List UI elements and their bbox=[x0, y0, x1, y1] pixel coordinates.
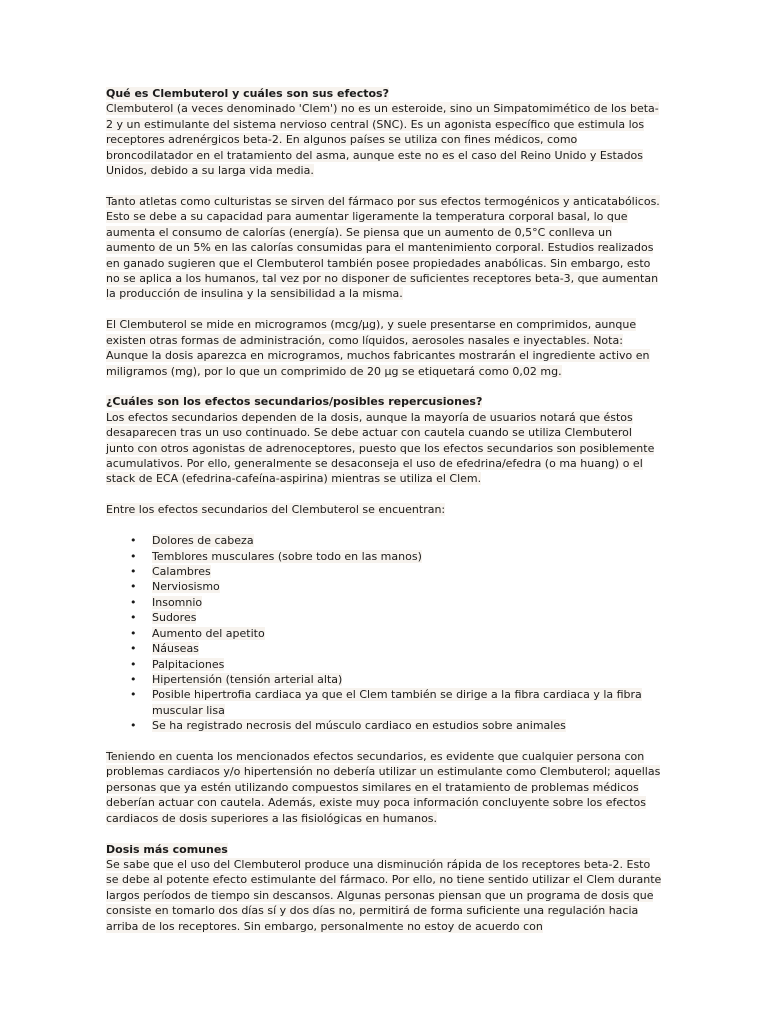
section-heading-what-is-clenbuterol: Qué es Clembuterol y cuáles son sus efectos? bbox=[106, 87, 389, 100]
bullet-icon: • bbox=[130, 672, 137, 686]
list-item: • Posible hipertrofia cardiaca ya que el Clem también se dirige a la fibra cardiaca y la fibra muscular lisa bbox=[130, 688, 642, 717]
bullet-icon: • bbox=[130, 719, 137, 733]
list-item: • Aumento del apetito bbox=[130, 626, 265, 640]
list-item: • Insomnio bbox=[130, 595, 203, 609]
paragraph-common-doses: Se sabe que el uso del Clembuterol produce una disminución rápida de los receptores beta-2. Esto se debe al potente efecto estimulante del fármaco. Por ello, no tiene sentido utilizar el Clem durante largos períodos de tiempo sin descansos. Algunas personas piensan que un programa de dosis que consiste en tomarlo dos días sí y dos días no, permitirá de forma suficiente una regulación hacia arriba de los receptores. Sin embargo, personalmente no estoy de acuerdo con bbox=[106, 857, 662, 933]
paragraph-list-intro: Entre los efectos secundarios del Clembuterol se encuentran: bbox=[106, 503, 446, 517]
bullet-icon: • bbox=[130, 595, 137, 609]
bullet-icon: • bbox=[130, 549, 137, 563]
list-item: • Sudores bbox=[130, 611, 197, 625]
list-item: • Se ha registrado necrosis del músculo cardiaco en estudios sobre animales bbox=[130, 719, 566, 733]
side-effects-list bbox=[106, 533, 662, 733]
bullet-icon: • bbox=[130, 611, 137, 625]
list-item: • Náuseas bbox=[130, 642, 199, 656]
list-item: • Nerviosismo bbox=[130, 580, 220, 594]
bullet-icon: • bbox=[130, 688, 137, 702]
bullet-icon: • bbox=[130, 626, 137, 640]
bullet-icon: • bbox=[130, 580, 137, 594]
bullet-icon: • bbox=[130, 565, 137, 579]
list-item: • Hipertensión (tensión arterial alta) bbox=[130, 672, 343, 686]
paragraph-thermogenic-effects: Tanto atletas como culturistas se sirven del fármaco por sus efectos termogénicos y anticatabólicos. Esto se debe a su capacidad para aumentar ligeramente la temperatura corporal basal, lo que aumenta el consumo de calorías (energía). Se piensa que un aumento de 0,5°C conlleva un aumento de un 5% en las calorías consumidas para el mantenimiento corporal. Estudios realizados en ganado sugieren que el Clembuterol también posee propiedades anabólicas. Sin embargo, esto no se aplica a los humanos, tal vez por no disponer de suficientes receptores beta-3, que aumentan la producción de insulina y la sensibilidad a la misma. bbox=[106, 194, 660, 301]
paragraph-side-effects-intro: Los efectos secundarios dependen de la dosis, aunque la mayoría de usuarios notará que éstos desaparecen tras un uso continuado. Se debe actuar con cautela cuando se utiliza Clembuterol junto con otros agonistas de adrenoceptores, puesto que los efectos secundarios son posiblemente acumulativos. Por ello, generalmente se desaconseja el uso de efedrina/efedra (o ma huang) o el stack de ECA (efedrina-cafeína-aspirina) mientras se utiliza el Clem. bbox=[106, 410, 655, 486]
paragraph-side-effects-conclusion: Teniendo en cuenta los mencionados efectos secundarios, es evidente que cualquier persona con problemas cardiacos y/o hipertensión no debería utilizar un estimulante como Clembuterol; aquellas personas que ya estén utilizando compuestos similares en el tratamiento de problemas médicos deberían actuar con cautela. Además, existe muy poca información concluyente sobre los efectos cardiacos de dosis superiores a las fisiológicas en humanos. bbox=[106, 750, 661, 825]
list-item: • Calambres bbox=[130, 565, 211, 579]
document-page bbox=[106, 86, 662, 934]
list-item: • Temblores musculares (sobre todo en las manos) bbox=[130, 549, 422, 563]
paragraph-definition: Clembuterol (a veces denominado 'Clem') no es un esteroide, sino un Simpatomimético de los beta-2 y un estimulante del sistema nervioso central (SNC). Es un agonista específico que estimula los receptores adrenérgicos beta-2. En algunos países se utiliza con fines médicos, como broncodilatador en el tratamiento del asma, aunque este no es el caso del Reino Unido y Estados Unidos, debido a su larga vida media. bbox=[106, 102, 659, 178]
list-item: • Dolores de cabeza bbox=[130, 534, 254, 548]
bullet-icon: • bbox=[130, 642, 137, 656]
section-heading-side-effects: ¿Cuáles son los efectos secundarios/posibles repercusiones? bbox=[106, 395, 483, 409]
bullet-icon: • bbox=[130, 534, 137, 548]
section-heading-common-doses: Dosis más comunes bbox=[106, 842, 228, 856]
bullet-icon: • bbox=[130, 657, 137, 671]
list-item: • Palpitaciones bbox=[130, 657, 225, 671]
paragraph-dosage-units: El Clembuterol se mide en microgramos (mcg/µg), y suele presentarse en comprimidos, aunque existen otras formas de administración, como líquidos, aerosoles nasales e inyectables. Nota: Aunque la dosis aparezca en microgramos, muchos fabricantes mostrarán el ingrediente activo en miligramos (mg), por lo que un comprimido de 20 µg se etiquetará como 0,02 mg. bbox=[106, 318, 650, 378]
